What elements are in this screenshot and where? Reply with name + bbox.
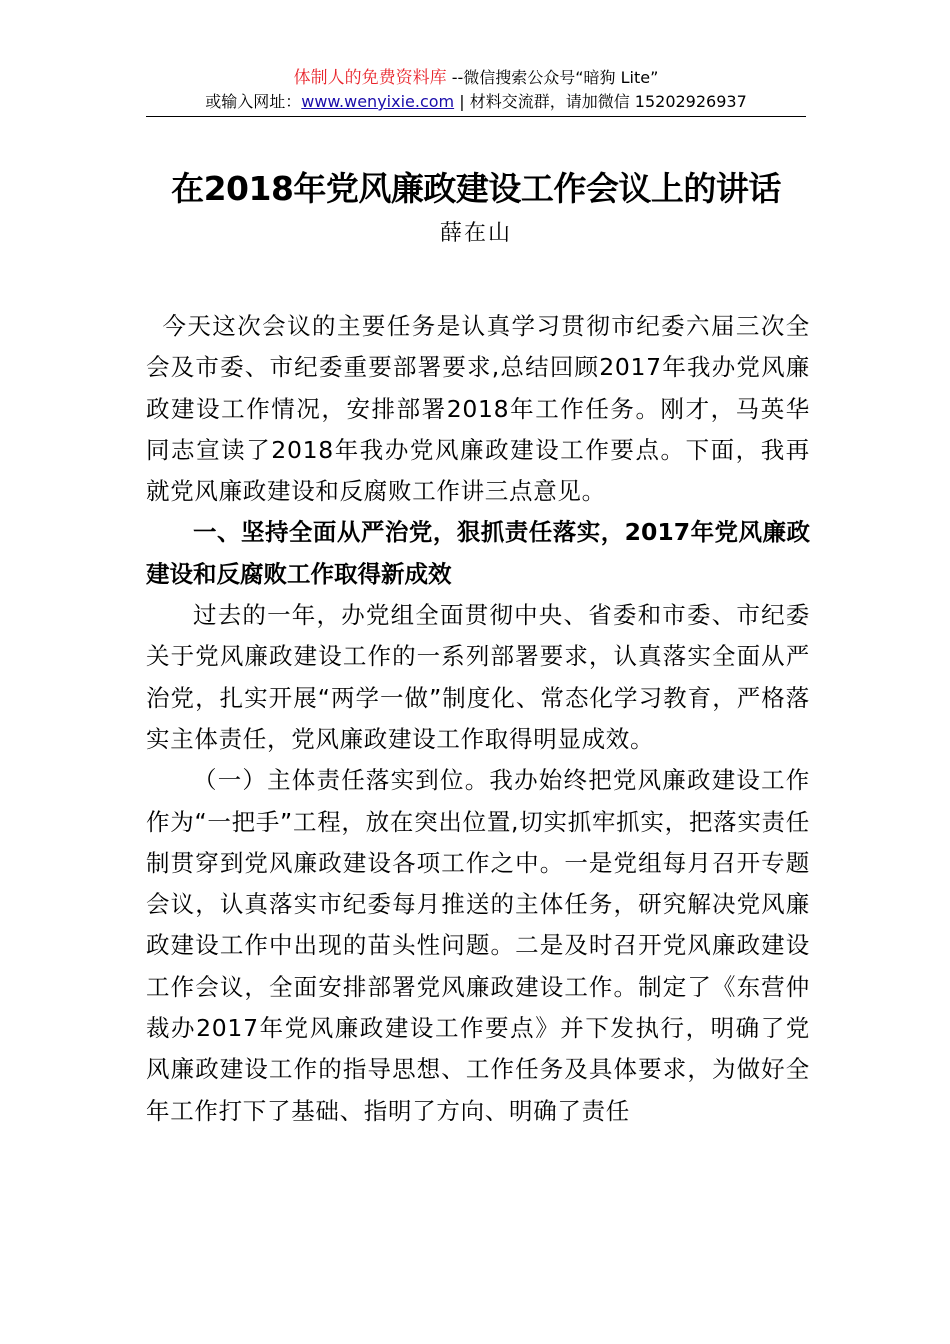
subsection-heading-1: （一）主体责任落实到位。 bbox=[193, 766, 490, 795]
document-author: 薛在山 bbox=[439, 221, 512, 246]
subsection-text-1: 我办始终把党风廉政建设工作作为“一把手”工程，放在突出位置,切实抓牢抓实，把落实责任制贯穿到党风廉政建设各项工作之中。一是党组每月召开专题会议，认真落实市纪委每月推送的主体任务，研究解决党风廉政建设工作中出现的苗头性问题。二是及时召开党风廉政建设工作会议，全面安排部署党风廉政建设工作。制定了《东营仲裁办2017年党风廉政建设工作要点》并下发执行，明确了党风廉政建设工作的指导思想、工作任务及具体要求，为做好全年工作打下了基础、指明了方向、明确了责任 bbox=[146, 766, 810, 1125]
section-heading-1: 一、坚持全面从严治党，狠抓责任落实，2017年党风廉政建设和反腐败工作取得新成效 bbox=[146, 518, 810, 588]
paragraph-overview: 过去的一年，办党组全面贯彻中央、省委和市委、市纪委关于党风廉政建设工作的一系列部署要求，认真落实全面从严治党，扎实开展“两学一做”制度化、常态化学习教育，严格落实主体责任，党风廉政建设工作取得明显成效。 bbox=[146, 601, 810, 753]
page-header bbox=[146, 66, 806, 114]
header-contact: | 材料交流群，请加微信 15202926937 bbox=[454, 92, 747, 111]
paragraph-intro: 今天这次会议的主要任务是认真学习贯彻市纪委六届三次全会及市委、市纪委重要部署要求,总结回顾2017年我办党风廉政建设工作情况，安排部署2018年工作任务。刚才，马英华同志宣读了2018年我办党风廉政建设工作要点。下面，我再就党风廉政建设和反腐败工作讲三点意见。 bbox=[146, 312, 810, 506]
paragraph-subsection-1 bbox=[146, 760, 810, 1132]
header-line-1 bbox=[146, 66, 806, 90]
header-url-prefix: 或输入网址： bbox=[205, 92, 302, 111]
header-url-link[interactable]: www.wenyixie.com bbox=[301, 92, 455, 111]
header-slogan: --微信搜索公众号“暗狗 Lite” bbox=[446, 68, 659, 87]
header-brand[interactable]: 体制人的免费资料库 bbox=[293, 68, 447, 88]
header-divider bbox=[146, 116, 806, 117]
document-body bbox=[146, 306, 810, 1132]
document-title: 在2018年党风廉政建设工作会议上的讲话 bbox=[171, 169, 781, 208]
header-line-2 bbox=[146, 90, 806, 114]
